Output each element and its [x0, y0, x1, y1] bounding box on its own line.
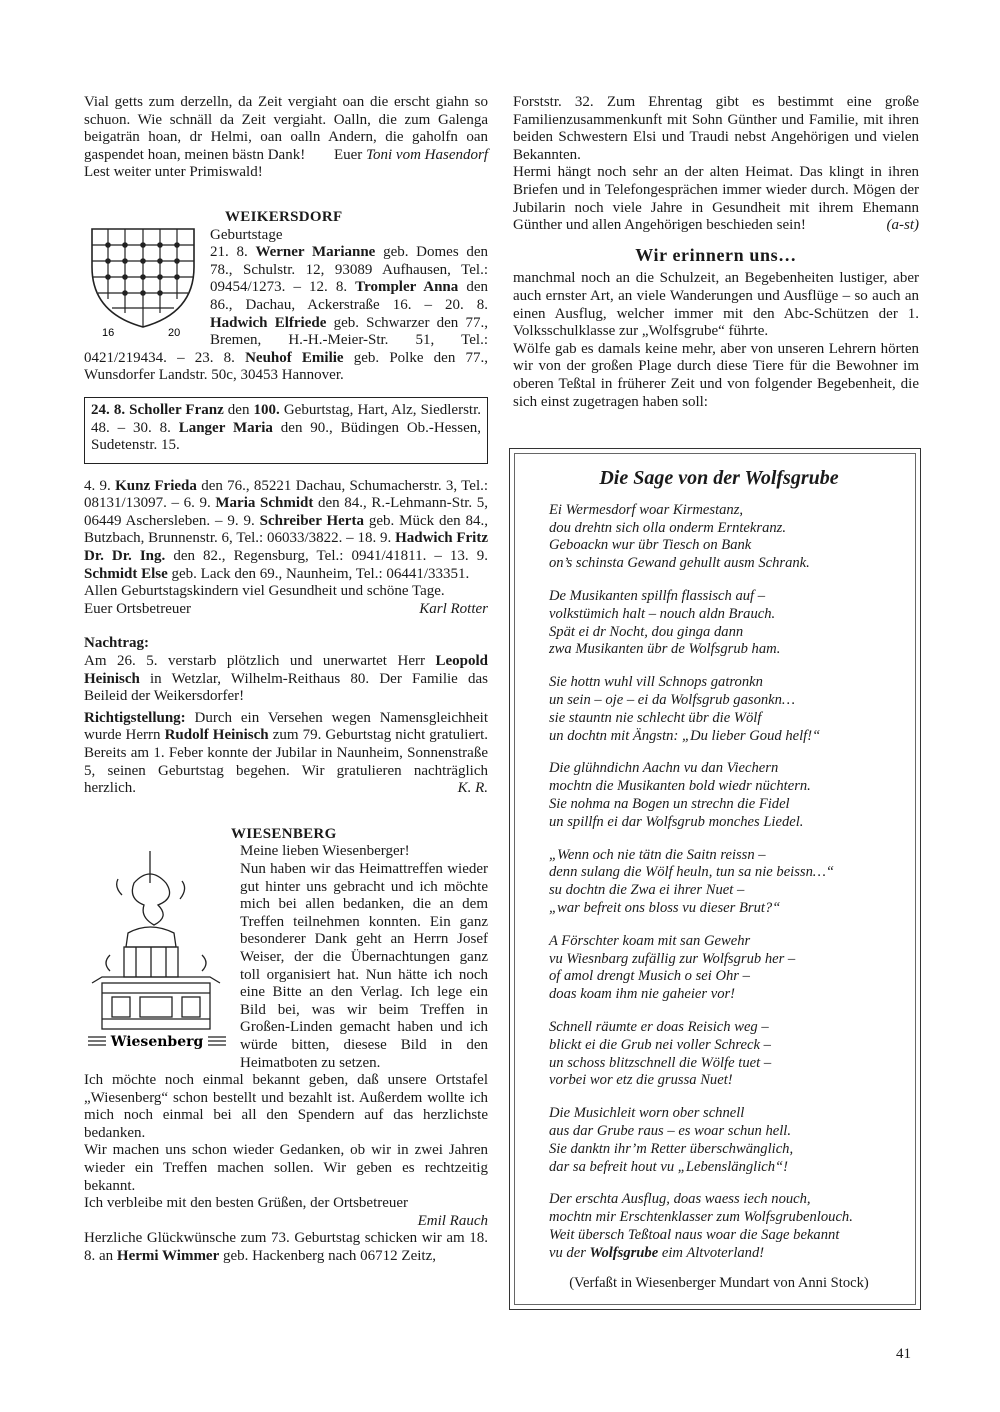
crest-year-left: 16 — [102, 326, 115, 339]
wiesenberg-p1: Nun haben wir das Heimattreffen wieder gut hinter uns gebracht und ich möchte mich bei allen bedanken, die an dem Treffen teilnehmen konnten. Ein ganz besonderer Dank geht an Herrn Josef Weiser, der die Übernachtungen ganz toll organisiert hat. Nun hätte ich noch eine Bitte an den Verlag. Ich lege ein Bild bei, was wir beim Treffen in Großen-Linden gemacht haben und ich würde bitten, diesese Bild in den Heimatboten zu setzen. — [240, 860, 488, 1071]
wishes: Allen Geburtstagskindern viel Gesundheit und schöne Tage. — [84, 583, 445, 600]
left-column — [84, 94, 488, 1266]
wiesenberg-fountain-icon — [84, 843, 230, 1063]
poem — [549, 467, 889, 1293]
fountain-label: Wiesenberg — [110, 1034, 204, 1051]
stanza-4: Die glühndichn Aachn vu dan Viechern mochtn die Musikanten bold wiedr nüchtern. Sie nohma na Bogen un strechn die Fidel un spillfn ei dar Wolfsgrub monches Liedel. — [549, 760, 811, 830]
wiesenberg-greeting: Meine lieben Wiesenberger! — [240, 843, 410, 860]
weikersdorf-birthdays: 21. 8. Werner Marianne geb. Domes den 78., Schulstr. 12, 93089 Aufhausen, Tel.: 09454/1273. – 12. 8. Trompler Anna den 86., Dachau, Ackerstraße 16. – 20. 8. Hadwich Elfriede geb. Schwarzer den 77., Bremen, H.-H.-Meier-Str. 51, Tel.: 0421/219434. – 23. 8. Neuhof Emilie geb. Polke den 77., Wunsdorfer Landstr. 50c, 30453 Hannover. — [84, 244, 489, 384]
nachtrag-text: Am 26. 5. verstarb plötzlich und unerwartet Herr Leopold Heinisch in Wetzlar, Wilhelm-Reithaus 80. Der Familie das Beileid der Weikersdorfer! — [84, 653, 488, 705]
correction-text: Richtigstellung: Durch ein Versehen wegen Namensgleichheit wurde Herrn Rudolf Heinisch zum 79. Geburtstag nicht gratuliert. Bereits am 1. Feber konnte der Jubilar in Naunheim, Sonnenstraße 5, seinen Geburtstag begehen. Wir gratulieren nachträglich herzlich. K. R. — [84, 709, 489, 797]
page-number: 41 — [896, 1346, 911, 1362]
poem-credit: (Verfaßt in Wiesenberger Mundart von Anni Stock) — [569, 1275, 869, 1292]
crest-year-right: 20 — [168, 326, 181, 339]
highlight-box: 24. 8. Scholler Franz den 100. Geburtstag, Hart, Alz, Siedlerstr. 48. – 30. 8. Langer Maria den 90., Büdingen Ob.-Hessen, Sudetenstr. 15. — [84, 397, 488, 464]
stanza-8: Die Musichleit worn ober schnell aus dar Grube raus – es woar schun hell. Sie danktn ihr’m Retter überschwänglich, dar sa befreit hout vu „Lebenslänglich“! — [549, 1105, 794, 1175]
september-birthdays: 4. 9. Kunz Frieda den 76., 85221 Dachau, Schumacherstr. 3, Tel.: 08131/13097. – 6. 9. Maria Schmidt den 84., R.-Lehmann-Str. 5, 06449 Aschersleben. – 9. 9. Schreiber Herta geb. Mück den 84., Butzbach, Brunnenstr. 6, Tel.: 06033/3822. – 18. 9. Hadwich Fritz Dr. Dr. Ing. den 82., Regensburg, Tel.: 0941/41811. – 13. 9. Schmidt Else geb. Lack den 69., Naunheim, Tel.: 06441/33351. — [84, 477, 489, 582]
right-continued: Forststr. 32. Zum Ehrentag gibt es bestimmt eine große Familienzusammenkunft mit Sohn Günther und Familie, mit ihren beiden Schwestern Elsi und Traudi nebst Angehörigen und vielen Bekannten. — [513, 94, 919, 163]
stanza-1: Ei Wermesdorf woar Kirmestanz, dou drehtn sich olla onderm Erntekranz. Geboackn wur übr Tiesch on Bank on’s schinsta Gewand gehullt ausm Schrank. — [549, 501, 810, 572]
stanza-6: A Förschter koam mit san Gewehr vu Wiesnbarg zufällig zur Wolfsgrub her – of amol drengt Musich o sei Ohr – doas koam ihm nie gaheier vor! — [549, 932, 796, 1003]
stanza-5: „Wenn och nie tätn die Saitn reissn – denn sulang die Wölf heuln, tun sa nie beissn…“ su dochtn die Zwa ei ihrer Nuet – „war befreit ons bloss vu dieser Brut?“ — [549, 846, 834, 916]
wiesenberg-section — [84, 826, 488, 1266]
right-p4: Wölfe gab es damals keine mehr, aber von unseren Lehrern hörten wir von der großen Plage durch diese Tiere für die Bewohner im oberen Teßtal in früherer Zeit und von folgender Begebenheit, die sich einst zugetragen haben soll: — [513, 340, 919, 410]
stanza-9: Der erschta Ausflug, doas waess iech nouch, mochtn mir Erschtenklasser zum Wolfsgrubenlouch. Weit übersch Teßtoal naus woar die Sage bekannt vu der Wolfsgrube eim Altvoterland! — [549, 1191, 853, 1261]
wiesenberg-p5: Herzliche Glückwünsche zum 73. Geburtstag schicken wir am 18. 8. an Hermi Wimmer geb. Hackenberg nach 06712 Zeitz, — [84, 1230, 488, 1265]
intro-continue: Lest weiter unter Primiswald! — [84, 164, 263, 181]
remember-heading: Wir erinnern uns… — [635, 244, 797, 265]
stanza-3: Sie hottn wuhl vill Schnops gatronkn un sein – oje – ei da Wolfsgrub gasonkn… sie stauntn nie schlecht übr die Wölf un dochtn mit Ängstn: „Du lieber Goud helf!“ — [549, 674, 821, 744]
intro-text: Vial getts zum derzelln, da Zeit vergiaht oan die erscht giahn so schuon. Wie schnäll da Zeit vergiaht. Oalln, die zum Galenga beigaträn hoan, dr Helmi, oan oalln Andern, die gaholfn oan gaspendet hoan, meinen bästn Dank! Euer Toni vom Hasendorf — [84, 94, 488, 163]
weikersdorf-title: WEIKERSDORF — [225, 208, 343, 225]
nachtrag-heading: Nachtrag: — [84, 635, 149, 652]
wiesenberg-title: WIESENBERG — [231, 825, 337, 842]
wiesenberg-sign: Emil Rauch — [417, 1212, 488, 1229]
poem-title: Die Sage von der Wolfsgrube — [599, 467, 839, 489]
weikersdorf-subtitle: Geburtstage — [210, 226, 283, 243]
weikersdorf-crest-icon — [84, 227, 202, 341]
stanza-2: De Musikanten spillfn flassisch auf – volkstümich halt – nouch aldn Brauch. Spät ei dr Nocht, dou ginga dann zwa Musikanten übr de Wolfsgrub ham. — [549, 587, 781, 658]
right-column — [513, 94, 919, 411]
right-p2: Hermi hängt noch sehr an der alten Heimat. Das klingt in ihren Briefen und in Telefongesprächen immer wieder durch. Mögen der Jubilarin noch viele Jahre in Gesundheit mit ihrem Ehemann Günther und allen Angehörigen beschieden sein! (a-st) — [513, 164, 919, 234]
signature-row: Euer Ortsbetreuer Karl Rotter — [84, 600, 488, 617]
weikersdorf-section — [84, 209, 488, 798]
wiesenberg-p3: Wir machen uns schon wieder Gedanken, ob wir in zwei Jahren wieder ein Treffen machen sollen. Wir geben es rechtzeitig bekannt. — [84, 1142, 488, 1194]
wiesenberg-p2: Ich möchte noch einmal bekannt geben, daß unsere Ortstafel „Wiesenberg“ schon bestellt und bezahlt ist. Außerdem wollte ich mich noch einmal bei all den Spendern auf das herzlichste bedanken. — [84, 1072, 488, 1141]
right-p3: manchmal noch an die Schulzeit, an Begebenheiten lustiger, aber auch ernster Art, an viele Wanderungen und Ausflüge – so auch an einen Ausflug, welcher immer mit den Abc-Schützen der 1. Volksschulklasse zur „Wolfsgrube“ führte. — [513, 270, 919, 340]
wiesenberg-p4: Ich verbleibe mit den besten Grüßen, der Ortsbetreuer — [84, 1195, 409, 1212]
stanza-7: Schnell räumte er doas Reisich weg – blickt ei die Grub nei voller Schreck – un schoss blitzschnell die Wölfe tuet – vorbei wor etz die grussa Nuet! — [549, 1018, 772, 1089]
